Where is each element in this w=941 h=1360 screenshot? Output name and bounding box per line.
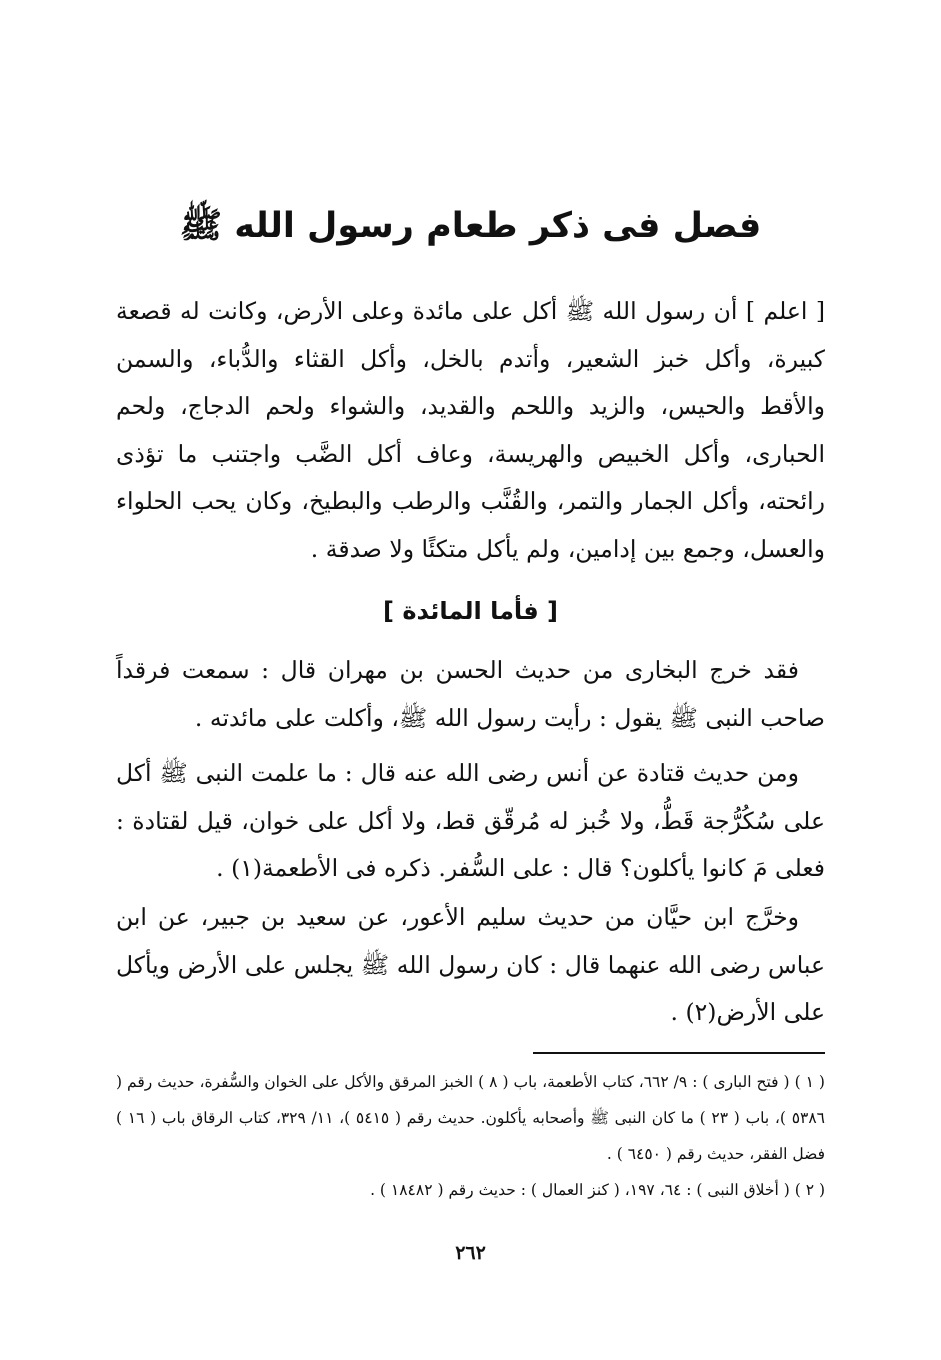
paragraph-qatada: ومن حديث قتادة عن أنس رضى الله عنه قال : ما علمت النبى ﷺ أكل على سُكُرُّجة قَطُّ، ولا خُبز له مُرقّق قط، ولا أكل على خوان، قيل لقتادة : فعلى مَ كانوا يأكلون؟ قال : على السُّفر. ذكره فى الأطعمة(١) . <box>116 759 825 882</box>
page-number: ٢٦٢ <box>455 1242 486 1264</box>
paragraph-bukhari: فقد خرج البخارى من حديث الحسن بن مهران قال : سمعت فرقداً صاحب النبى ﷺ يقول : رأيت رسول الله ﷺ، وأكلت على مائدته . <box>116 656 825 732</box>
footnote-1: ( ١ ) ( فتح البارى ) : ٩/ ٦٦٢، كتاب الأطعمة، باب ( ٨ ) الخبز المرقق والأكل على الخوان والسُّفرة، حديث رقم ( ٥٣٨٦ )، باب ( ٢٣ ) ما كان النبى ﷺ وأصحابه يأكلون. حديث رقم ( ٥٤١٥ )، ١١/ ٣٢٩، كتاب الرقاق باب ( ١٦ ) فضل الفقر، حديث رقم ( ٦٤٥٠ ) . <box>116 1073 825 1163</box>
footnote-2: ( ٢ ) ( أخلاق النبى ) : ٦٤، ١٩٧، ( كنز العمال ) : حديث رقم ( ١٨٤٨٢ ) . <box>370 1181 825 1199</box>
chapter-title: فصل فى ذكر طعام رسول الله ﷺ <box>179 206 762 246</box>
intro-paragraph: [ اعلم ] أن رسول الله ﷺ أكل على مائدة وعلى الأرض، وكانت له قصعة كبيرة، وأكل خبز الشعير، وأتدم بالخل، وأكل القثاء والدُّباء، والسمن والأقط والحيس، والزيد واللحم والقديد، والشواء ولحم الدجاج، ولحم الحبارى، وأكل الخبيص والهريسة، وعاف أكل الضَّب واجتنب ما تؤذى رائحته، وأكل الجمار والتمر، والقُنَّب والرطب والبطيخ، وكان يحب الحلواء والعسل، وجمع بين إدامين، ولم يأكل متكئًا ولا صدقة . <box>116 297 825 563</box>
footnotes <box>116 1064 825 1208</box>
section-heading: [ فأما المائدة ] <box>383 597 558 625</box>
paragraph-ibn-hayyan: وخرَّج ابن حيَّان من حديث سليم الأعور، عن سعيد بن جبير، عن ابن عباس رضى الله عنهما قال : كان رسول الله ﷺ يجلس على الأرض ويأكل على الأرض(٢) . <box>116 903 825 1026</box>
footnote-divider <box>533 1052 825 1054</box>
